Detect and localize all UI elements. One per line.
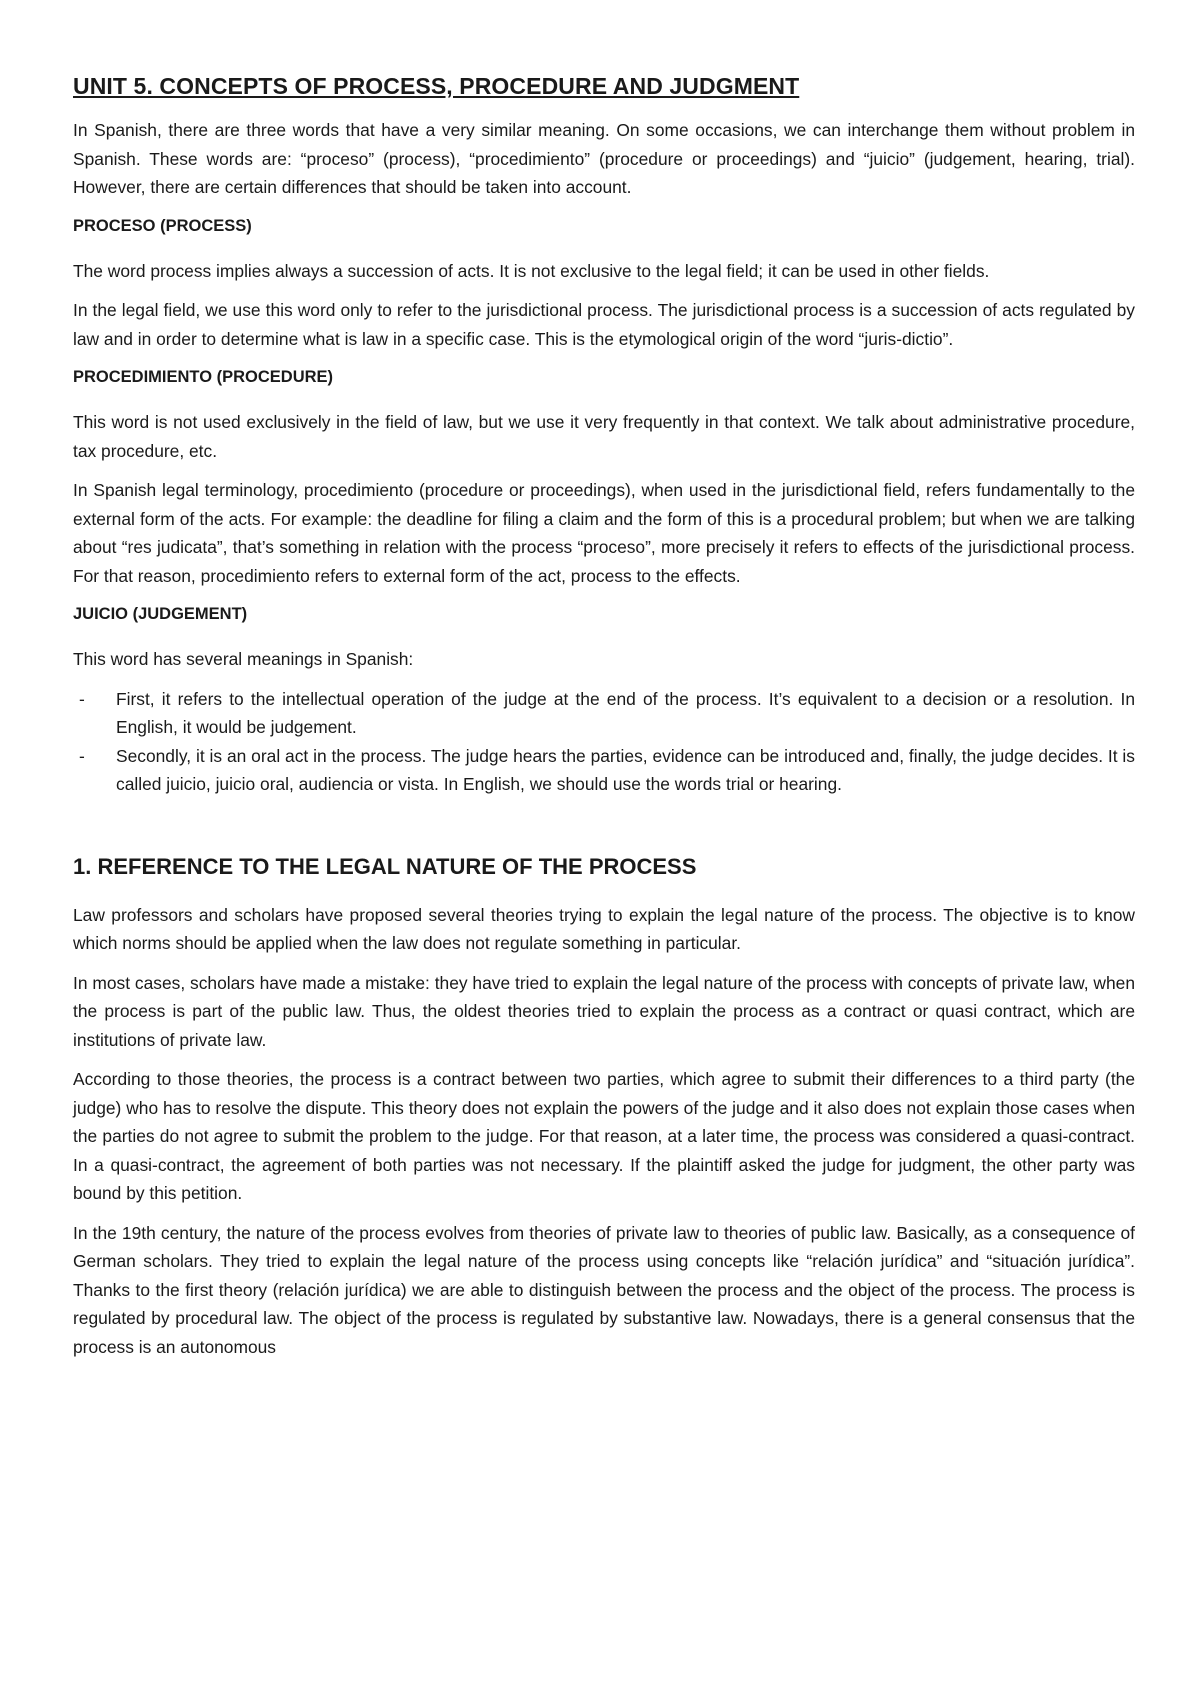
juicio-meanings-list [73,685,1135,799]
section-1-paragraph-4: In the 19th century, the nature of the process evolves from theories of private law to theories of public law. Basically, as a consequence of German scholars. They tried to explain the legal nature of the process using concepts like “relación jurídica” and “situación jurídica”. Thanks to the first theory (relación jurídica) we are able to distinguish between the process and the object of the process. The process is regulated by procedural law. The object of the process is regulated by substantive law. Nowadays, there is a general consensus that the process is an autonomous [73,1222,1135,1357]
proceso-paragraph-2: In the legal field, we use this word only to refer to the jurisdictional process. The jurisdictional process is a succession of acts regulated by law and in order to determine what is law in a specific case. This is the etymological origin of the word “juris-dictio”. [73,300,1135,349]
section-1-heading: 1. REFERENCE TO THE LEGAL NATURE OF THE PROCESS [73,853,697,879]
juicio-intro: This word has several meanings in Spanish: [73,649,414,669]
list-item [73,742,1135,799]
procedimiento-paragraph-1: This word is not used exclusively in the field of law, but we use it very frequently in that context. We talk about administrative procedure, tax procedure, etc. [73,412,1135,461]
procedimiento-paragraph-2: In Spanish legal terminology, procedimiento (procedure or proceedings), when used in the jurisdictional field, refers fundamentally to the external form of the acts. For example: the deadline for filing a claim and the form of this is a procedural problem; but when we are talking about “res judicata”, that’s something in relation with the process “proceso”, more precisely it refers to effects of the jurisdictional process. For that reason, procedimiento refers to external form of the act, process to the effects. [73,480,1135,586]
section-1-paragraph-1: Law professors and scholars have proposed several theories trying to explain the legal nature of the process. The objective is to know which norms should be applied when the law does not regulate something in particular. [73,904,1135,953]
juicio-heading: JUICIO (JUDGEMENT) [73,605,248,623]
section-1-paragraph-3: According to those theories, the process is a contract between two parties, which agree to submit their differences to a third party (the judge) who has to resolve the dispute. This theory does not explain the powers of the judge and it also does not explain those cases when the parties do not agree to submit the problem to the judge. For that reason, at a later time, the process was considered a quasi-contract. In a quasi-contract, the agreement of both parties was not necessary. If the plaintiff asked the judge for judgment, the other party was bound by this petition. [73,1069,1135,1203]
list-item [73,685,1135,742]
list-item-text: First, it refers to the intellectual operation of the judge at the end of the process. It’s equivalent to a decision or a resolution. In English, it would be judgement. [116,688,1135,737]
proceso-heading: PROCESO (PROCESS) [73,216,252,235]
proceso-paragraph-1: The word process implies always a succession of acts. It is not exclusive to the legal field; it can be used in other fields. [73,260,990,281]
dash-bullet: - [79,688,85,709]
list-item-text: Secondly, it is an oral act in the process. The judge hears the parties, evidence can be introduced and, finally, the judge decides. It is called juicio, juicio oral, audiencia or vista. In English, we should use the words trial or hearing. [116,745,1135,794]
intro-paragraph: In Spanish, there are three words that have a very similar meaning. On some occasions, we can interchange them without problem in Spanish. These words are: “proceso” (process), “procedimiento” (procedure or proceedings) and “juicio” (judgement, hearing, trial). However, there are certain differences that should be taken into account. [73,120,1135,197]
procedimiento-heading: PROCEDIMIENTO (PROCEDURE) [73,368,334,386]
section-1-paragraph-2: In most cases, scholars have made a mistake: they have tried to explain the legal nature of the process with concepts of private law, when the process is part of the public law. Thus, the oldest theories tried to explain the process as a contract or quasi contract, which are institutions of private law. [73,972,1135,1050]
document-page [73,70,1135,1372]
document-title: UNIT 5. CONCEPTS OF PROCESS, PROCEDURE AND JUDGMENT [73,73,800,99]
dash-bullet: - [79,745,85,766]
